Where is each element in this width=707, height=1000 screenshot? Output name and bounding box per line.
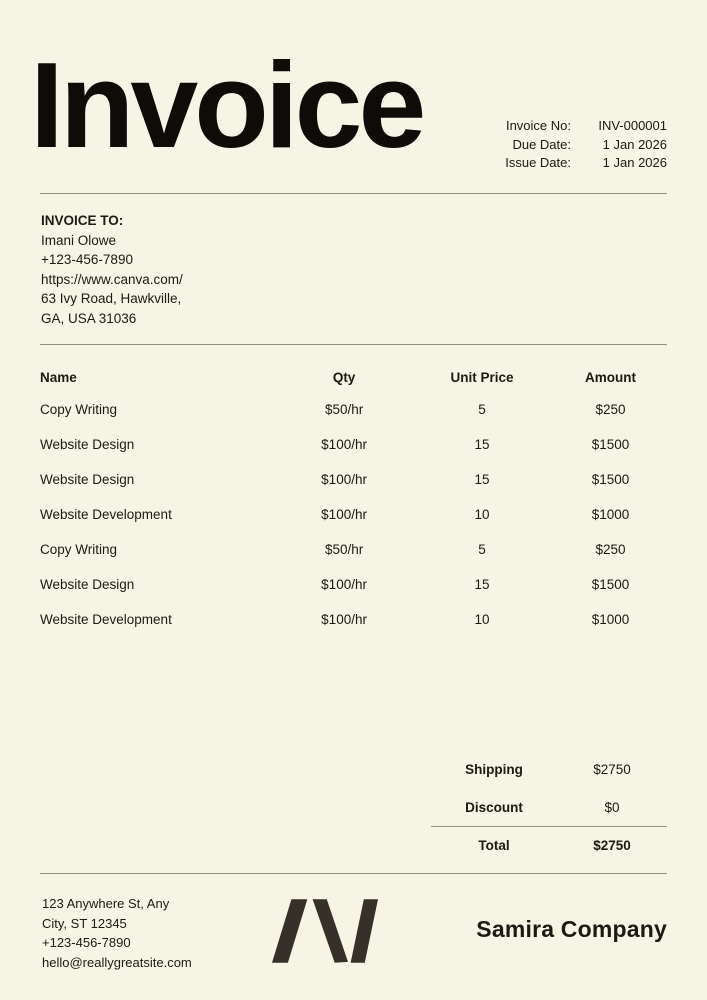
invoice-meta [505,117,667,173]
totals-row [431,750,667,788]
item-cell: Website Development [40,612,172,627]
item-cell: $100/hr [321,472,367,487]
item-cell: 5 [478,402,486,417]
invoice-to-line: GA, USA 31036 [41,310,137,326]
invoice-meta-value: 1 Jan 2026 [602,155,667,171]
item-cell: $1500 [591,577,630,592]
column-header: Name [40,369,77,385]
footer-divider [40,873,667,874]
invoice-meta-label: Invoice No: [505,118,571,133]
footer-address-line: +123-456-7890 [42,935,131,951]
item-cell: $1000 [591,612,630,627]
item-cell: 15 [474,472,490,487]
item-cell: Copy Writing [40,542,118,557]
header-divider [40,193,667,194]
invoice-to-line: Imani Olowe [41,232,117,248]
item-cell: $250 [595,402,626,417]
footer-address-line: hello@reallygreatsite.com [42,955,192,971]
totals-label: Discount [465,799,523,815]
invoice-meta-value: 1 Jan 2026 [602,136,667,152]
column-header: Unit Price [450,369,514,385]
totals-value: $2750 [593,761,631,777]
item-cell: 15 [474,437,490,452]
company-name: Samira Company [476,916,667,942]
item-cell: Website Design [40,472,135,487]
item-cell: $100/hr [321,507,367,522]
item-cell: $100/hr [321,612,367,627]
item-cell: 10 [474,612,490,627]
item-cell: $100/hr [321,437,367,452]
invoice-to-line: https://www.canva.com/ [41,271,183,287]
totals-value: $0 [604,799,620,815]
item-cell: $1500 [591,437,630,452]
item-cell: $50/hr [324,402,364,417]
item-cell: 10 [474,507,490,522]
item-cell: $1000 [591,507,630,522]
item-cell: $50/hr [324,542,364,557]
item-cell: $100/hr [321,577,367,592]
invoice-to-heading: INVOICE TO: [41,213,124,228]
totals-section [431,750,667,863]
item-cell: Website Design [40,437,135,452]
item-cell: $250 [595,542,626,557]
footer-address-line: City, ST 12345 [42,915,127,931]
invoice-to-line: 63 Ivy Road, Hawkville, [41,291,182,307]
totals-label: Shipping [465,761,523,777]
total-value: $2750 [593,837,631,853]
totals-row [431,788,667,826]
column-header: Qty [332,369,356,385]
item-cell: $1500 [591,472,630,487]
total-row [431,827,667,863]
total-label: Total [478,837,510,853]
invoice-meta-label: Due Date: [512,136,571,152]
footer-address-line: 123 Anywhere St, Any [42,896,170,911]
items-table [40,362,667,637]
invoice-meta-label: Issue Date: [505,155,571,171]
item-cell: 15 [474,577,490,592]
item-cell: Copy Writing [40,402,118,417]
column-header: Amount [585,369,637,385]
invoice-to-line: +123-456-7890 [41,252,133,268]
item-cell: 5 [478,542,486,557]
invoice-meta-value: INV-000001 [598,118,667,133]
item-cell: Website Design [40,577,135,592]
invoice-to-section [41,211,183,329]
item-cell: Website Development [40,507,172,522]
invoice-title: Invoice [30,37,423,173]
items-top-divider [40,344,667,345]
company-logo-icon [272,899,378,963]
invoice-to-lines [41,231,183,329]
footer-address [42,894,192,973]
